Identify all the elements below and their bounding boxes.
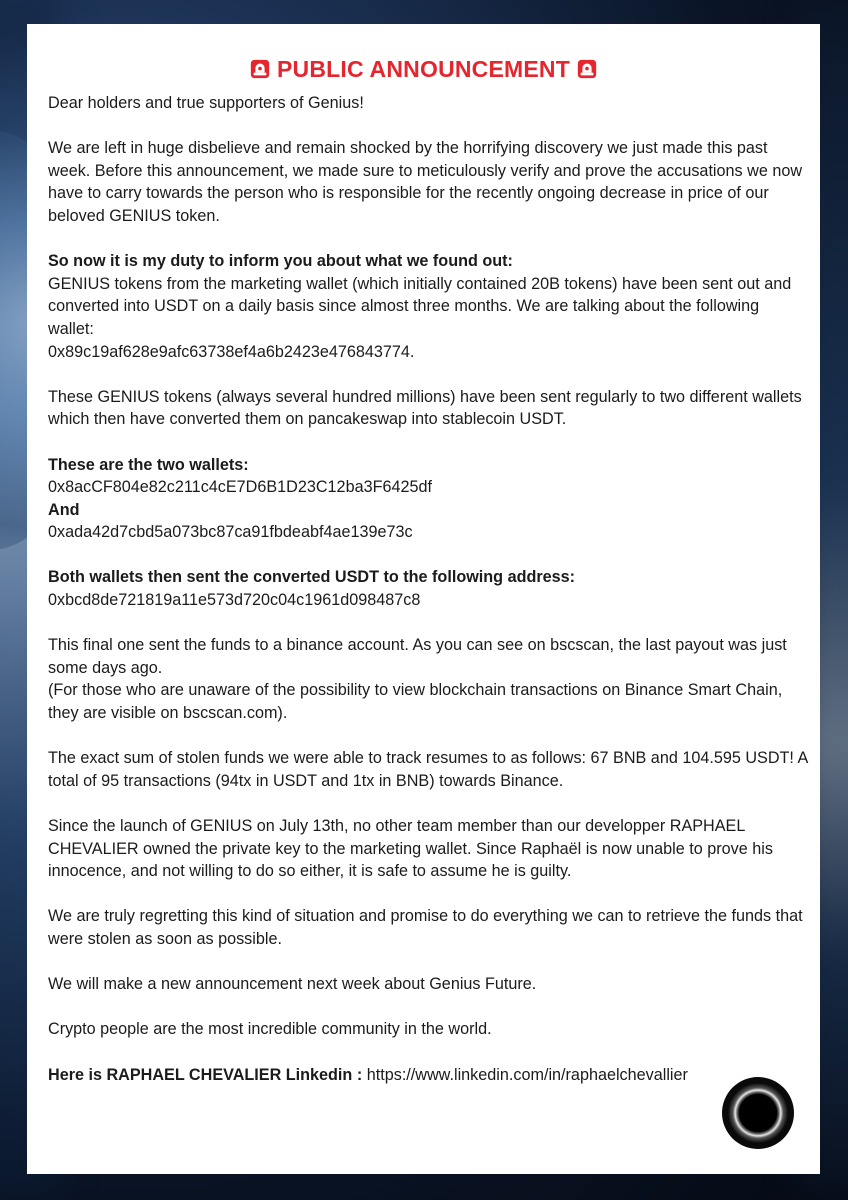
stolen-sum-paragraph: The exact sum of stolen funds we were able to track resumes to as follows: 67 BNB and 104.595 USDT! A total of 95 transactions (94tx in USDT and 1tx in BNB) towards Binance. (48, 749, 808, 790)
duty-section (48, 250, 808, 363)
wallets-section (48, 454, 808, 544)
regret-paragraph: We are truly regretting this kind of situation and promise to do everything we can to retrieve the funds that were stolen as soon as possible. (48, 907, 803, 948)
siren-icon (576, 58, 598, 80)
announcement-page (27, 24, 820, 1174)
binance-section (48, 634, 808, 724)
intro-paragraph: We are left in huge disbelieve and remain shocked by the horrifying discovery we just made this past week. Before this announcement, we made sure to meticulously verify and prove the accusations we now have to carry towards the person who is responsible for the recently ongoing decrease in price of our beloved GENIUS token. (48, 139, 803, 225)
wallet-address-1: 0x8acCF804e82c211c4cE7D6B1D23C12ba3F6425df (48, 478, 432, 497)
tokens-sent-paragraph: These GENIUS tokens (always several hundred millions) have been sent regularly to two different wallets which then have converted them on pancakeswap into stablecoin USDT. (48, 387, 802, 429)
final-address: 0xbcd8de721819a11e573d720c04c1961d098487c8 (48, 591, 421, 610)
community-paragraph: Crypto people are the most incredible community in the world. (48, 1020, 492, 1039)
and-label: And (48, 500, 80, 519)
wallets-heading: These are the two wallets: (48, 455, 249, 474)
next-week-paragraph: We will make a new announcement next week about Genius Future. (48, 975, 537, 994)
siren-icon (249, 58, 271, 80)
marketing-wallet-address: 0x89c19af628e9afc63738ef4a6b2423e476843774. (48, 342, 415, 361)
linkedin-line (48, 1064, 808, 1087)
linkedin-url[interactable]: https://www.linkedin.com/in/raphaelchevallier (366, 1065, 688, 1084)
linkedin-label: Here is RAPHAEL CHEVALIER Linkedin : (48, 1065, 363, 1084)
title-text: PUBLIC ANNOUNCEMENT (277, 56, 570, 82)
eclipse-logo-icon (721, 1076, 795, 1150)
wallet-address-2: 0xada42d7cbd5a073bc87ca91fbdeabf4ae139e73c (48, 523, 413, 542)
both-wallets-heading: Both wallets then sent the converted USDT to the following address: (48, 568, 576, 587)
announcement-body (48, 92, 808, 1109)
announcement-title (27, 55, 820, 83)
final-address-section (48, 566, 808, 611)
binance-text: This final one sent the funds to a binance account. As you can see on bscscan, the last payout was just some days ago. (48, 636, 787, 677)
duty-text: GENIUS tokens from the marketing wallet (which initially contained 20B tokens) have been sent out and converted into USDT on a daily basis since almost three months. We are talking about the following wallet: (48, 274, 792, 338)
greeting: Dear holders and true supporters of Genius! (48, 94, 364, 112)
launch-paragraph: Since the launch of GENIUS on July 13th, no other team member than our developper RAPHAEL CHEVALIER owned the private key to the marketing wallet. Since Raphaël is now unable to prove his innocence, and not willing to do so either, it is safe to assume he is guilty. (48, 817, 773, 881)
duty-heading: So now it is my duty to inform you about what we found out: (48, 252, 513, 271)
bscscan-note: (For those who are unaware of the possibility to view blockchain transactions on Binance Smart Chain, they are visible on bscscan.com). (48, 681, 783, 723)
